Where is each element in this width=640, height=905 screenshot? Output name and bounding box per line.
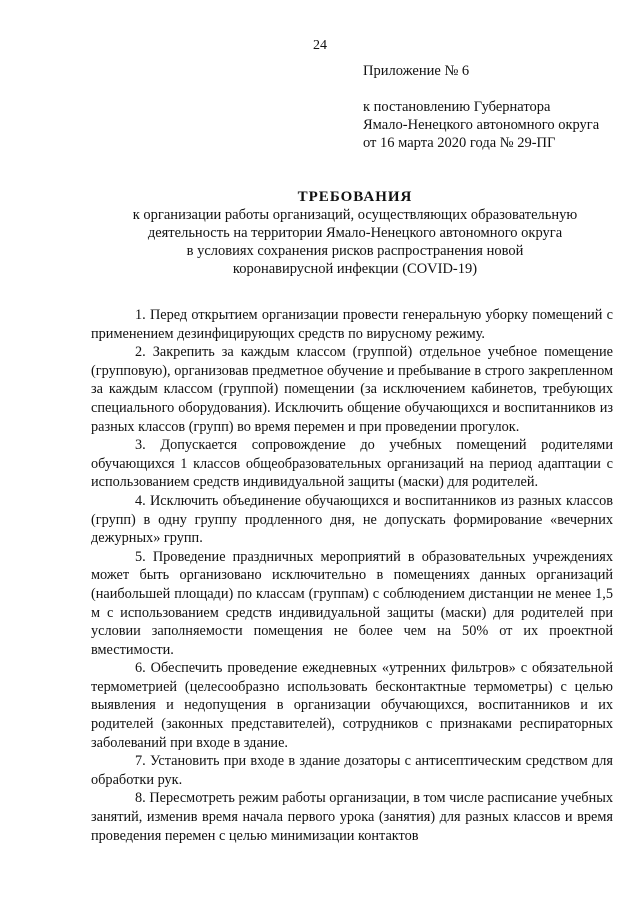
requirement-paragraph-5: 5. Проведение праздничных мероприятий в образовательных учреждениях может быть организовано исключительно в помещениях данных организаций (наибольшей площади) по классам (группам) с соблюдением дистанции не менее 1,5 м с использованием средств индивидуальной защиты (маски) для родителей при условии заполняемости помещения не более чем на 50% от их проектной вместимости. (91, 548, 613, 658)
requirement-paragraph-6: 6. Обеспечить проведение ежедневных «утренних фильтров» с обязательной термометрией (целесообразно использовать бесконтактные термометры) с целью выявления и недопущения в организации обучающихся, воспитанников и их родителей (законных представителей), сотрудников с признаками респираторных заболеваний при входе в здание. (91, 660, 613, 751)
requirement-paragraph-4: 4. Исключить объединение обучающихся и воспитанников из разных классов (групп) в одну группу продленного дня, не допускать формирование «вечерних дежурных» групп. (91, 492, 613, 547)
document-header (90, 188, 620, 278)
appendix-line: Ямало-Ненецкого автономного округа (363, 117, 600, 133)
requirement-paragraph-3: 3. Допускается сопровождение до учебных помещений родителями обучающихся 1 классов общеобразовательных организаций на период адаптации с использованием средств индивидуальной защиты (маски) для родителей. (91, 437, 613, 491)
requirement-paragraph-1: 1. Перед открытием организации провести генеральную уборку помещений с применением дезинфицирующих средств по вирусному режиму. (91, 307, 613, 342)
document-subtitle-line: к организации работы организаций, осуществляющих образовательную (132, 207, 578, 223)
requirement-paragraph-7: 7. Установить при входе в здание дозаторы с антисептическим средством для обработки рук. (91, 753, 613, 788)
document-subtitle-line: коронавирусной инфекции (COVID-19) (232, 261, 478, 277)
requirement-paragraph-2: 2. Закрепить за каждым классом (группой) отдельное учебное помещение (групповую), организовав предметное обучение и пребывание в строго закрепленном за каждым классом (группой) помещении (за исключением кабинетов, требующих специального оборудования). Исключить общение обучающихся и воспитанников из разных классов (групп) во время перемен и при проведении прогулок. (91, 344, 613, 435)
appendix-line: от 16 марта 2020 года № 29-ПГ (363, 135, 556, 151)
page-number: 24 (313, 38, 327, 53)
appendix-number: Приложение № 6 (363, 63, 470, 79)
appendix-block (363, 62, 599, 152)
appendix-line: к постановлению Губернатора (363, 99, 551, 115)
document-body (91, 306, 613, 845)
document-subtitle-line: в условиях сохранения рисков распространения новой (186, 243, 524, 259)
document-title: ТРЕБОВАНИЯ (297, 189, 413, 205)
document-subtitle-line: деятельность на территории Ямало-Ненецкого автономного округа (147, 225, 563, 241)
requirement-paragraph-8: 8. Пересмотреть режим работы организации, в том числе расписание учебных занятий, изменив время начала первого урока (занятия) для разных классов и время проведения перемен с целью минимизации контактов (91, 790, 613, 844)
